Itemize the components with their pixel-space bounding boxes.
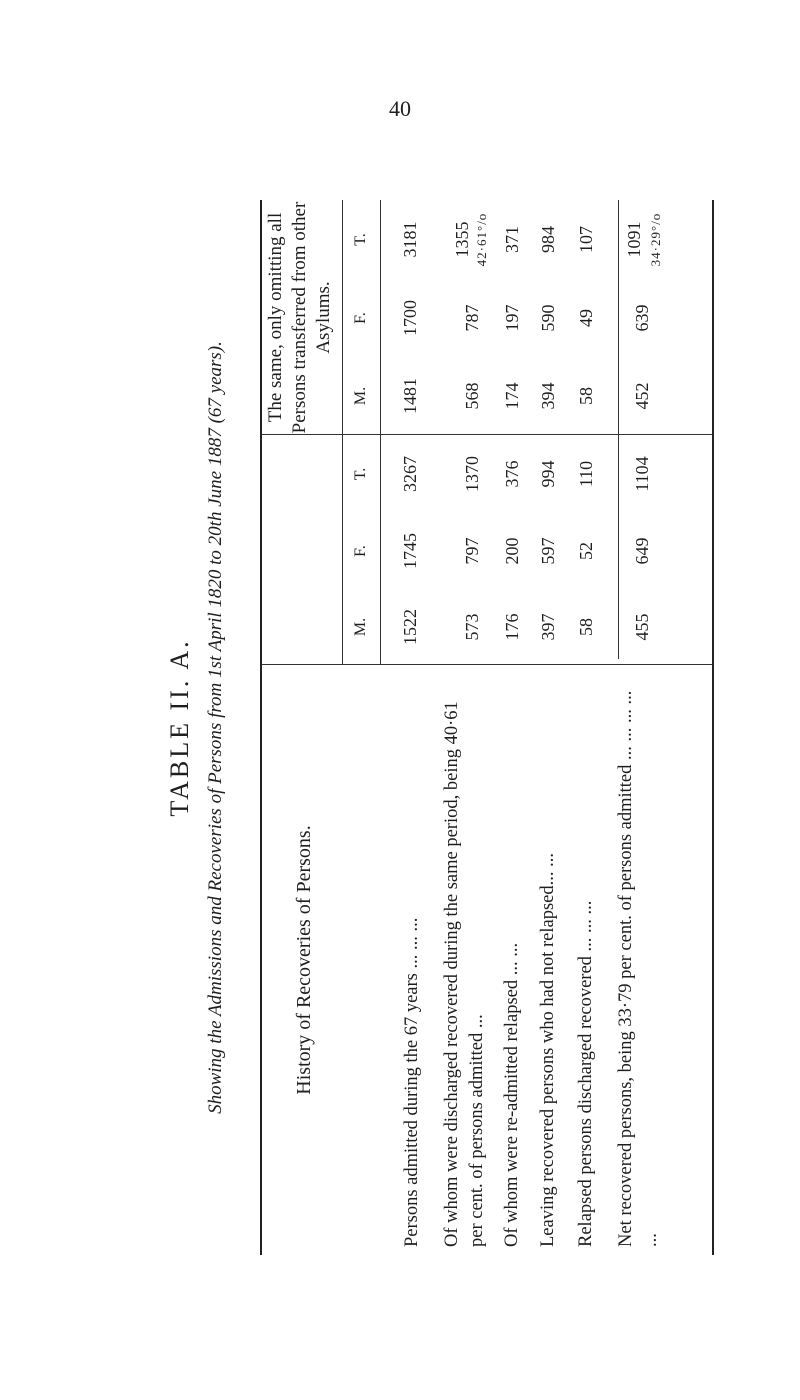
- row-label: Of whom were discharged recovered during the same period, being 40·61 per cent. of persons admitted ...: [442, 701, 487, 1247]
- table-cell: 590: [538, 304, 558, 332]
- table-cell: 197: [502, 304, 522, 332]
- percent-note: 34·29°/o: [648, 212, 663, 267]
- table-cell: 110: [576, 460, 596, 488]
- table-cell: 1700: [400, 300, 420, 336]
- table-cell: 573: [462, 613, 482, 641]
- col-header-total: T.: [352, 233, 369, 246]
- table-cell: 639: [632, 304, 652, 332]
- table-cell: 984: [538, 226, 558, 253]
- table-cell: 568: [462, 382, 482, 410]
- table-cell: 58: [576, 387, 596, 405]
- header-rule: [342, 200, 343, 665]
- total-rule: [618, 200, 619, 659]
- table-cell: 174: [502, 382, 522, 410]
- table-label: TABLE II. A.: [165, 638, 194, 817]
- table-cell: 1091: [624, 221, 644, 258]
- col-header-female: F.: [352, 312, 369, 324]
- row-header-title: History of Recoveries of Persons.: [293, 825, 315, 1095]
- col-header-total: T.: [352, 467, 369, 481]
- table-cell: 176: [502, 613, 522, 641]
- row-label: Relapsed persons discharged recovered ... ... ...: [576, 900, 596, 1247]
- table-cell: 452: [632, 382, 652, 410]
- header-rule: [380, 200, 381, 435]
- table-cell: 1355: [452, 221, 472, 258]
- table-cell: 1481: [400, 378, 420, 414]
- table-cell: 397: [538, 613, 558, 641]
- table-cell: 58: [576, 618, 596, 636]
- row-label: Net recovered persons, being 33·79 per cent. of persons admitted ... ... ... ... ...: [616, 690, 661, 1247]
- row-label: Leaving recovered persons who had not relapsed... ...: [538, 852, 558, 1247]
- percent-note: 42·61°/o: [474, 212, 489, 267]
- table-cell: 107: [576, 226, 596, 253]
- table-subtitle: Showing the Admissions and Recoveries of Persons from 1st April 1820 to 20th June 1887 (67 years).: [205, 341, 226, 1114]
- col-header-female: F.: [352, 545, 369, 557]
- table-cell: 3181: [400, 221, 420, 258]
- table-cell: 376: [502, 460, 522, 488]
- table-cell: 394: [538, 382, 558, 410]
- row-label: Persons admitted during the 67 years ... ... ...: [402, 917, 422, 1247]
- table-cell: 597: [538, 537, 558, 565]
- table-cell: 994: [538, 460, 558, 488]
- rotated-table-page: [165, 195, 715, 1260]
- table-cell: 3267: [400, 456, 420, 492]
- table-cell: 455: [632, 613, 652, 641]
- table-cell: 371: [502, 226, 522, 253]
- table-cell: 200: [502, 537, 522, 565]
- table-cell: 49: [576, 309, 596, 327]
- table-cell: 1370: [462, 456, 482, 492]
- header-rule: [380, 435, 381, 665]
- table-cell: 1522: [400, 609, 420, 645]
- recoveries-table: [260, 200, 714, 1255]
- table-cell: 649: [632, 537, 652, 565]
- col-header-male: M.: [352, 617, 369, 637]
- group-header-title-filtered: The same, only omitting all Persons transferred from other Asylums.: [265, 201, 334, 434]
- table-cell: 1745: [400, 533, 420, 569]
- table-cell: 1104: [632, 456, 652, 492]
- col-header-male: M.: [352, 386, 369, 406]
- row-label: Of whom were re-admitted relapsed ... ...: [502, 942, 522, 1247]
- table-cell: 52: [576, 542, 596, 560]
- table-cell: 797: [462, 537, 482, 565]
- table-cell: 787: [462, 304, 482, 332]
- page-number: 40: [389, 96, 411, 121]
